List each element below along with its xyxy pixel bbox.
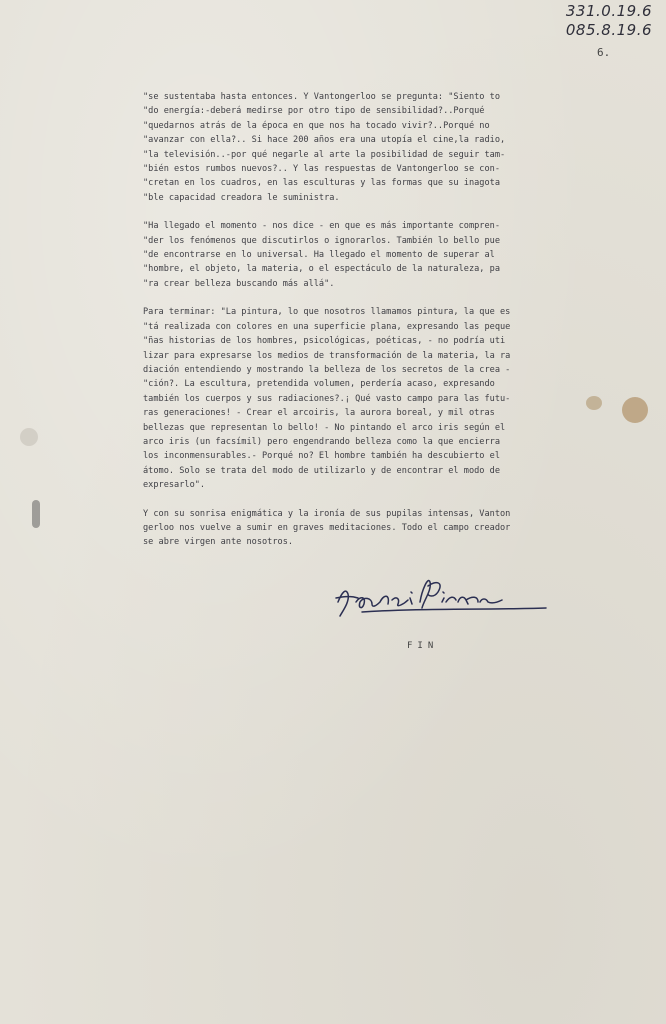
text-line: "cretan en los cuadros, en las esculturas y las formas que su inagota <box>143 178 500 189</box>
text-line: se abre virgen ante nosotros. <box>143 537 294 548</box>
text-line: ras generaciones! - Crear el arcoiris, la aurora boreal, y mil otras <box>143 408 495 419</box>
text-line: "der los fenómenos que discutirlos o ignorarlos. También lo bello pue <box>143 235 500 246</box>
text-line: átomo. Solo se trata del modo de utilizarlo y de encontrar el modo de <box>143 465 500 476</box>
archive-reference-numbers <box>566 2 652 40</box>
paragraph-2 <box>143 219 631 291</box>
text-line: "quedarnos atrás de la época en que nos ha tocado vivir?..Porqué no <box>143 120 490 131</box>
text-line: "Ha llegado el momento - nos dice - en que es más importante compren- <box>143 221 500 232</box>
paragraph-1 <box>143 90 631 205</box>
text-line: "la televisión..-por qué negarle al arte la posibilidad de seguir tam- <box>143 149 506 160</box>
paragraph-4 <box>143 507 631 550</box>
paragraph-3 <box>143 305 631 492</box>
text-line: "tá realizada con colores en una superficie plana, expresando las peque <box>143 321 511 332</box>
text-line: también los cuerpos y sus radiaciones?.¡ Qué vasto campo para las futu- <box>143 393 511 404</box>
text-line: "de encontrarse en lo universal. Ha llegado el momento de superar al <box>143 250 495 261</box>
document-body <box>143 90 631 564</box>
text-line: "do energía:-deberá medirse por otro tipo de sensibilidad?..Porqué <box>143 106 485 117</box>
text-line: "avanzar con ella?.. Si hace 200 años era una utopía el cine,la radio, <box>143 135 506 146</box>
text-line: bellezas que representan lo bello! - No pintando el arco iris según el <box>143 422 506 433</box>
text-line: lizar para expresarse los medios de transformación de la materia, la ra <box>143 350 511 361</box>
text-line: "ción?. La escultura, pretendida volumen, perdería acaso, expresando <box>143 379 495 390</box>
stain-mark <box>20 428 38 446</box>
fin-label: FIN <box>407 641 439 651</box>
text-line: gerloo nos vuelve a sumir en graves meditaciones. Todo el campo creador <box>143 522 511 533</box>
text-line: "se sustentaba hasta entonces. Y Vantongerloo se pregunta: "Siento to <box>143 92 500 102</box>
stain-mark <box>622 397 648 423</box>
text-line: "bién estos rumbos nuevos?.. Y las respuestas de Vantongerloo se con- <box>143 164 500 175</box>
text-line: "ra crear belleza buscando más allá". <box>143 278 335 289</box>
text-line: diación entendiendo y mostrando la belleza de los secretos de la crea - <box>143 364 511 375</box>
text-line: "ñas historias de los hombres, psicológicas, poéticas, - no podría uti <box>143 336 506 347</box>
archive-ref-2: 085.8.19.6 <box>565 21 652 39</box>
text-line: los inconmensurables.- Porqué no? El hombre también ha descubierto el <box>143 451 500 462</box>
stain-mark <box>586 396 602 410</box>
binding-hole <box>32 500 40 528</box>
handwritten-signature <box>332 572 552 622</box>
text-line: "hombre, el objeto, la materia, o el espectáculo de la naturaleza, pa <box>143 264 500 275</box>
text-line: expresarlo". <box>143 480 206 491</box>
archive-ref-1: 331.0.19.6 <box>565 2 652 20</box>
page-number: 6. <box>597 46 611 59</box>
text-line: Y con su sonrisa enigmática y la ironía de sus pupilas intensas, Vanton <box>143 508 511 519</box>
text-line: arco iris (un facsímil) pero engendrando belleza como la que encierra <box>143 436 500 447</box>
text-line: "ble capacidad creadora le suministra. <box>143 192 340 203</box>
text-line: Para terminar: "La pintura, lo que nosotros llamamos pintura, la que es <box>143 307 511 318</box>
